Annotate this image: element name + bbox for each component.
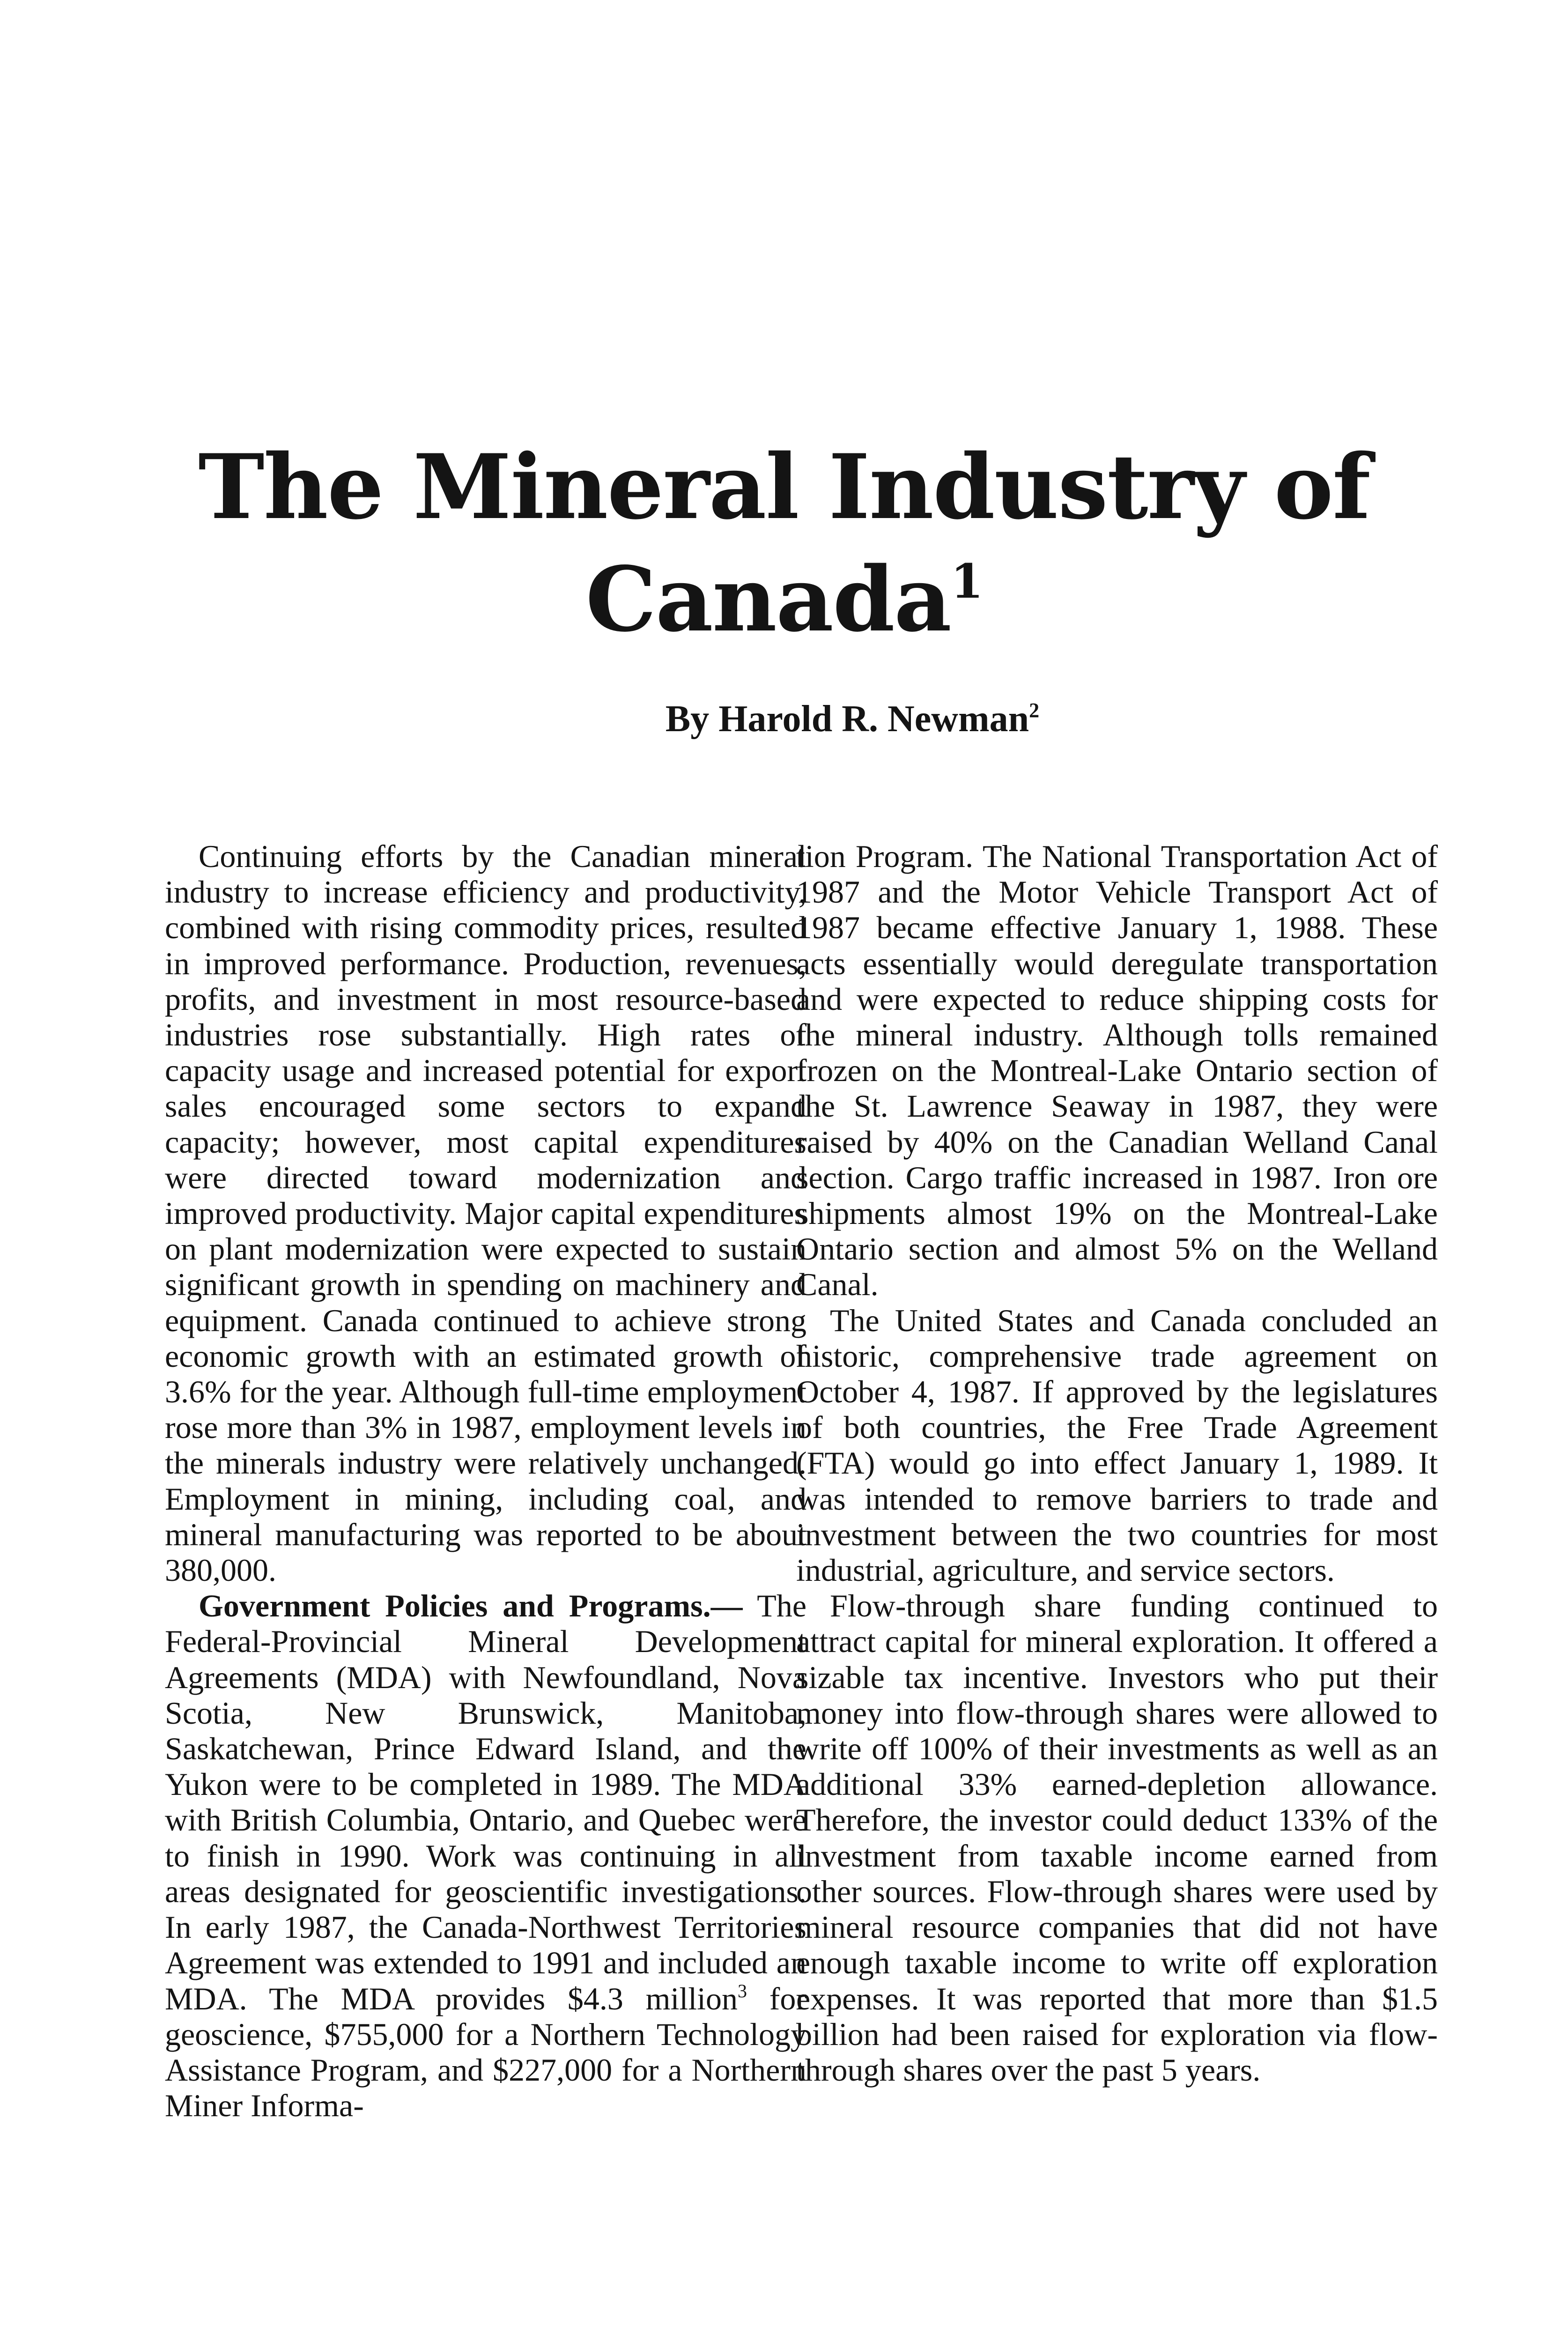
paragraph-government-policies <box>165 1588 806 2123</box>
author-name: By Harold R. Newman <box>665 698 1029 740</box>
title-line-2 <box>0 543 1568 656</box>
paragraph-intro: Continuing efforts by the Canadian mineral industry to increase efficiency and productivity, combined with rising commodity prices, resulted in improved performance. Production, revenues, profits, and investment in most resource-based industries rose substantially. High rates of capacity usage and increased potential for export sales encouraged some sectors to expand capacity; however, most capital expenditures were directed toward modernization and improved productivity. Major capital expenditures on plant modernization were expected to sustain significant growth in spending on machinery and equipment. Canada continued to achieve strong economic growth with an estimated growth of 3.6% for the year. Although full-time employment rose more than 3% in 1987, employment levels in the minerals industry were relatively unchanged. Employment in mining, including coal, and mineral manufacturing was reported to be about 380,000. <box>165 838 806 1588</box>
paragraph-transportation-continued: tion Program. The National Transportation Act of 1987 and the Motor Vehicle Transport Act of 1987 became effective January 1, 1988. These acts essentially would deregulate transportation and were expected to reduce shipping costs for the mineral industry. Although tolls remained frozen on the Montreal-Lake Ontario section of the St. Lawrence Seaway in 1987, they were raised by 40% on the Canadian Welland Canal section. Cargo traffic increased in 1987. Iron ore shipments almost 19% on the Montreal-Lake Ontario section and almost 5% on the Welland Canal. <box>796 838 1438 1303</box>
paragraph-free-trade-agreement: The United States and Canada concluded an historic, comprehensive trade agreement on October 4, 1987. If approved by the legislatures of both countries, the Free Trade Agreement (FTA) would go into effect January 1, 1989. It was intended to remove barriers to trade and investment between the two countries for most industrial, agriculture, and service sectors. <box>796 1302 1438 1588</box>
paragraph-government-policies-text-b: for geoscience, $755,000 for a Northern Technology Assistance Program, and $227,000 for a Northern Miner Informa- <box>165 1980 806 2124</box>
paragraph-flow-through-shares: Flow-through share funding continued to attract capital for mineral exploration. It offered a sizable tax incentive. Investors who put their money into flow-through shares were allowed to write off 100% of their investments as well as an additional 33% earned-depletion allowance. Therefore, the investor could deduct 133% of the investment from taxable income earned from other sources. Flow-through shares were used by mineral resource companies that did not have enough taxable income to write off exploration expenses. It was reported that more than $1.5 billion had been raised for exploration via flow-through shares over the past 5 years. <box>796 1588 1438 2088</box>
section-heading-government-policies: Government Policies and Programs.— <box>199 1588 743 1624</box>
footnote-mark-3: 3 <box>738 1980 747 2001</box>
byline <box>525 698 1180 741</box>
paragraph-government-policies-text-a: The Federal-Provincial Mineral Development Agreements (MDA) with Newfoundland, Nova Scotia, New Brunswick, Manitoba, Saskatchewan, Prince Edward Island, and the Yukon were to be completed in 1989. The MDA with British Columbia, Ontario, and Quebec were to finish in 1990. Work was continuing in all areas designated for geoscientific investigations. In early 1987, the Canada-Northwest Territories Agreement was extended to 1991 and included an MDA. The MDA provides $4.3 million <box>165 1588 806 2016</box>
title-line-2-text: Canada <box>585 547 951 652</box>
left-column <box>165 838 806 2123</box>
title-line-1: The Mineral Industry of <box>198 435 1370 539</box>
article-title <box>0 431 1568 656</box>
right-column <box>796 838 1438 2088</box>
title-footnote-mark: 1 <box>950 554 983 609</box>
byline-footnote-mark: 2 <box>1029 699 1040 722</box>
